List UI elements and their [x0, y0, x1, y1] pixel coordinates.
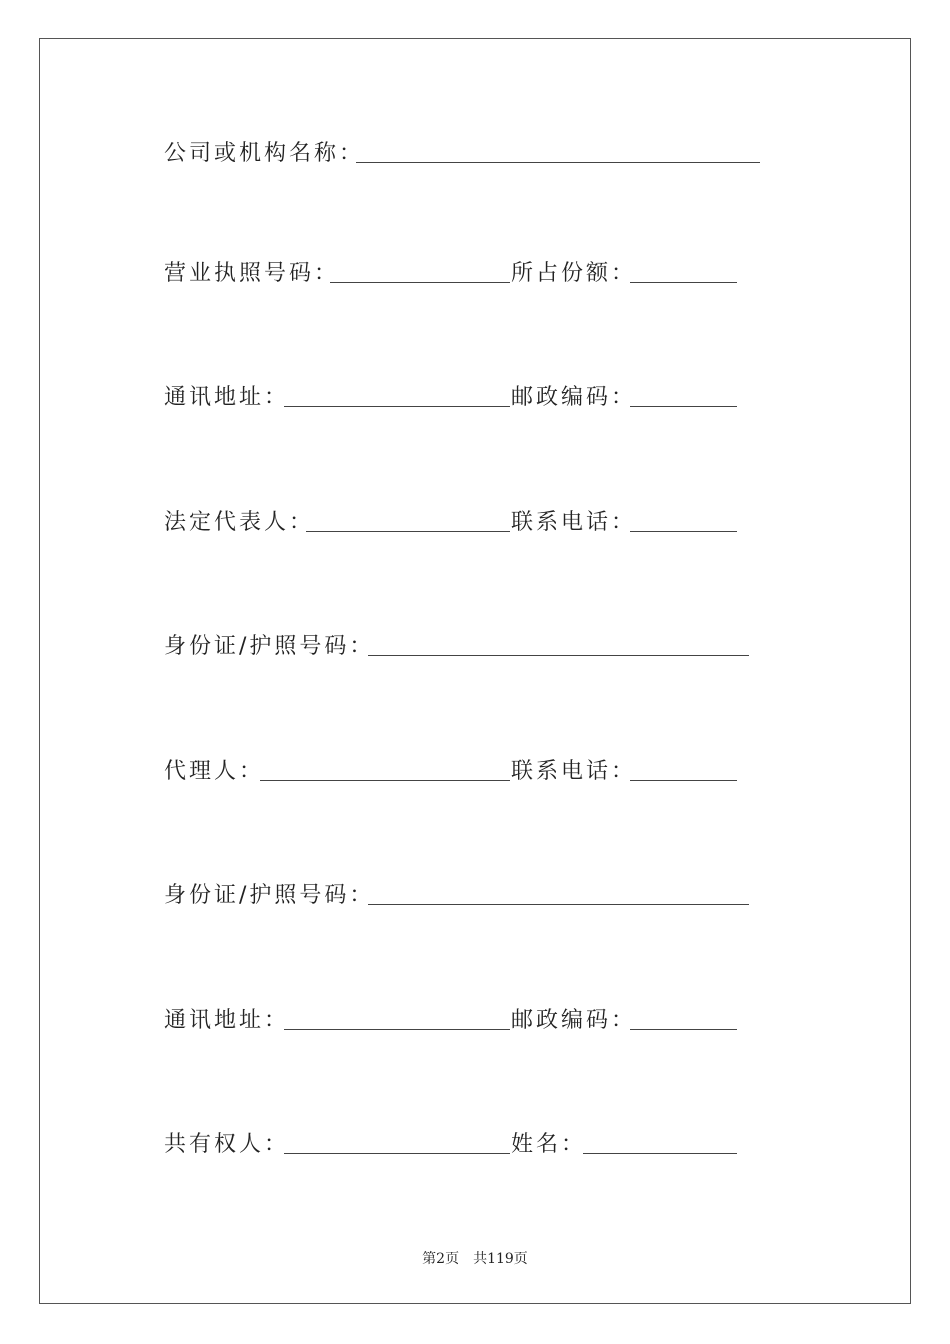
company-name-field[interactable] [356, 162, 760, 163]
co-owner-label: 共有权人： [164, 1132, 290, 1157]
company-name-label: 公司或机构名称： [164, 141, 365, 166]
name-field[interactable] [583, 1153, 737, 1154]
id-passport-field-2[interactable] [368, 904, 749, 905]
address-label-2: 通讯地址： [164, 1008, 290, 1033]
name-label: 姓名： [511, 1132, 587, 1157]
postal-code-field-1[interactable] [630, 406, 737, 407]
phone-label-2: 联系电话： [511, 759, 637, 784]
phone-field-2[interactable] [630, 780, 737, 781]
business-license-field[interactable] [330, 282, 510, 283]
co-owner-field[interactable] [284, 1153, 510, 1154]
legal-rep-field[interactable] [306, 531, 510, 532]
share-field[interactable] [630, 282, 737, 283]
business-license-label: 营业执照号码： [164, 261, 340, 286]
agent-field[interactable] [260, 780, 510, 781]
share-label: 所占份额： [511, 261, 637, 286]
address-field-1[interactable] [284, 406, 510, 407]
id-passport-label-2: 身份证/护照号码： [164, 883, 375, 908]
page-number-footer: 第2页 共119页 [422, 1251, 528, 1267]
address-field-2[interactable] [284, 1029, 510, 1030]
address-label-1: 通讯地址： [164, 385, 290, 410]
phone-label-1: 联系电话： [511, 510, 637, 535]
phone-field-1[interactable] [630, 531, 737, 532]
id-passport-field-1[interactable] [368, 655, 749, 656]
postal-code-label-1: 邮政编码： [511, 385, 637, 410]
id-passport-label-1: 身份证/护照号码： [164, 634, 375, 659]
postal-code-label-2: 邮政编码： [511, 1008, 637, 1033]
postal-code-field-2[interactable] [630, 1029, 737, 1030]
legal-rep-label: 法定代表人： [164, 510, 315, 535]
page-border [39, 38, 911, 1304]
agent-label: 代理人： [164, 759, 265, 784]
